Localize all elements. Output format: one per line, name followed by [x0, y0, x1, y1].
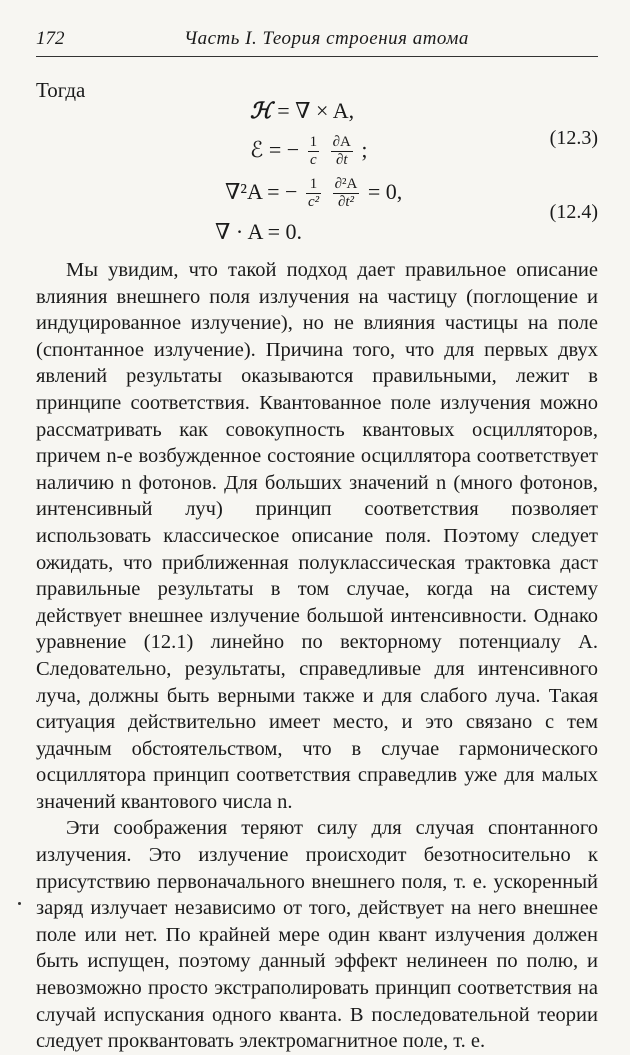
eq1-lhs: ℋ — [250, 98, 272, 123]
equation-wave — [225, 176, 402, 212]
eq2-tail: ; — [361, 136, 368, 162]
body-text — [36, 257, 598, 1055]
eq3-fraction-2 — [333, 176, 360, 212]
eq3-den2: ∂t² — [337, 194, 355, 211]
page-number: 172 — [36, 28, 65, 49]
eq3-num1: 1 — [306, 176, 321, 194]
eq2-fraction-1 — [308, 134, 320, 170]
equation-gauge: ∇ · A = 0. — [215, 219, 303, 244]
equation-magnetic-field — [250, 98, 354, 124]
equation-label-12-4: (12.4) — [549, 201, 598, 223]
eq1-rhs: = ∇ × A, — [277, 98, 355, 123]
equation-label-12-3: (12.3) — [549, 127, 598, 149]
running-head: Часть I. Теория строения атома — [184, 28, 469, 49]
paragraph-1: Мы увидим, что такой подход дает правильное описание влияния внешнего поля излучения на частицу (поглощение и индуцированное излучение), но не влияния частицы на поле (спонтанное излучение). Причина того, что для первых двух явлений результаты оказываются правильными, лежит в принципе соответствия. Квантованное поле излучения можно рассматривать как совокупность квантовых осцилляторов, причем n-е возбужденное состояние осциллятора соответствует наличию n фотонов. Для больших значений n (много фотонов, интенсивный луч) принцип соответствия позволяет использовать классическое описание поля. Поэтому следует ожидать, что приближенная полуклассическая трактовка даст правильные результаты в том случае, когда на систему действует внешнее излучение большой интенсивности. Однако уравнение (12.1) линейно по векторному потенциалу A. Следовательно, результаты, справедливые для интенсивного луча, должны быть верными также и для слабого луча. Такая ситуация действительно имеет место, и это связано с тем удачным обстоятельством, что в случае гармонического осциллятора принцип соответствия справедлив уже для малых значений квантового числа n. — [36, 259, 598, 813]
eq2-den2: ∂t — [335, 152, 348, 169]
eq3-num2: ∂²A — [333, 176, 360, 194]
eq2-fraction-2 — [331, 134, 353, 170]
eq2-lhs: ℰ = − — [250, 136, 300, 162]
eq3-tail: = 0, — [367, 178, 403, 204]
margin-dot — [18, 902, 21, 905]
eq2-num2: ∂A — [331, 134, 353, 152]
eq2-num1: 1 — [308, 134, 320, 152]
eq3-den1: c² — [307, 194, 320, 211]
intro-word: Тогда — [36, 78, 86, 102]
equation-electric-field — [250, 134, 368, 170]
eq3-fraction-1 — [306, 176, 321, 212]
eq2-den1: c — [310, 152, 317, 169]
page-header — [36, 26, 598, 57]
paragraph-2: Эти соображения теряют силу для случая спонтанного излучения. Это излучение происходит безотносительно к присутствию первоначального внешнего поля, т. е. ускоренный заряд излучает независимо от того, действует на него внешнее поле или нет. По крайней мере один квант излучения должен быть испущен, поэтому данный эффект нелинеен по полю, и невозможно просто экстраполировать принцип соответствия на случай испускания одного кванта. В последовательной теории следует проквантовать электромагнитное поле, т. е. — [36, 817, 598, 1053]
eq3-lhs: ∇²A = − — [225, 178, 298, 204]
